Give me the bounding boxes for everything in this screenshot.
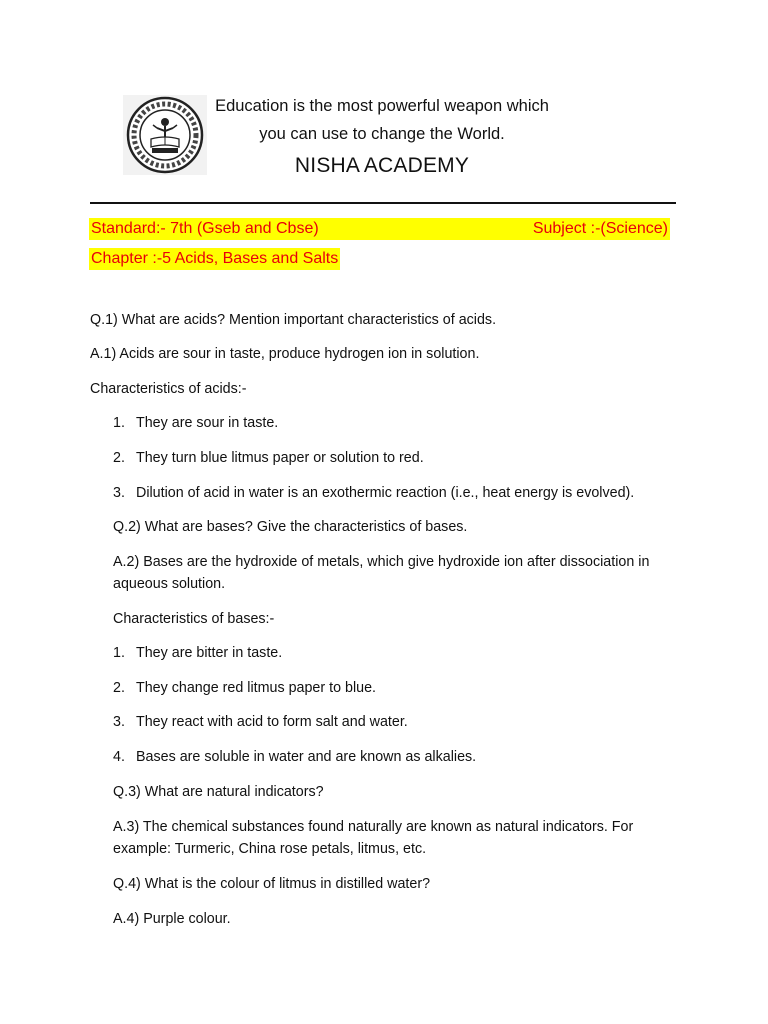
question-2: Q.2) What are bases? Give the characteristics of bases. — [113, 519, 468, 535]
question-4: Q.4) What is the colour of litmus in distilled water? — [113, 876, 431, 892]
answer-2: A.2) Bases are the hydroxide of metals, which give hydroxide ion after dissociation in aqueous solution. — [113, 554, 650, 592]
answer-3: A.3) The chemical substances found naturally are known as natural indicators. For example: Turmeric, China rose petals, litmus, etc. — [113, 819, 634, 857]
question-1: Q.1) What are acids? Mention important characteristics of acids. — [90, 312, 497, 328]
motto-line-2: you can use to change the World. — [259, 125, 505, 143]
document-page: Education is the most powerful weapon which you can use to change the World. NISHA ACADEMY Standard:- 7th (Gseb and Cbse) Subject :-(Science) Chapter :-5 Acids, Bases and Salts Q.1) What are acids? Mention important characteristics of acids. A.1) Acids are sour in taste, produce hydrogen ion in solution. Characteristics of acids:- 1. They are sour in taste. 2. They turn blue litmus paper or solution to red. 3. Dilution of acid in water is an exothermic reaction (i.e., heat energy is evolved). Q.2) What are bases? Give the characteristics of bases. A.2) Bases are the hydroxide of metals, which give hydroxide ion after dissociation in aqueous solution. Characteristics of bases:- 1. They are bitter in taste. 2. They change red litmus paper to blue. 3. They react with acid to form salt and water. 4. Bases are soluble in water and are known as alkalies. Q.3) What are natural indicators? A.3) The chemical substances found naturally are known as natural indicators. For example: Turmeric, China rose petals, litmus, etc. Q.4) What is the colour of litmus in distilled water? A.4) Purple colour. — [0, 0, 768, 1024]
header-divider — [90, 202, 676, 204]
academy-name: NISHA ACADEMY — [294, 154, 470, 177]
question-3: Q.3) What are natural indicators? — [113, 784, 324, 800]
acids-heading: Characteristics of acids:- — [90, 381, 247, 397]
chapter-title: Chapter :-5 Acids, Bases and Salts — [89, 248, 340, 270]
answer-1: A.1) Acids are sour in taste, produce hydrogen ion in solution. — [90, 346, 480, 362]
motto-line-1: Education is the most powerful weapon which — [215, 97, 549, 115]
answer-4: A.4) Purple colour. — [113, 911, 231, 927]
bases-heading: Characteristics of bases:- — [113, 611, 275, 627]
standard-subject-line — [89, 218, 670, 240]
motto — [140, 92, 624, 148]
standard-label: Standard:- 7th (Gseb and Cbse) — [91, 220, 319, 237]
subject-label: Subject :-(Science) — [532, 220, 668, 237]
